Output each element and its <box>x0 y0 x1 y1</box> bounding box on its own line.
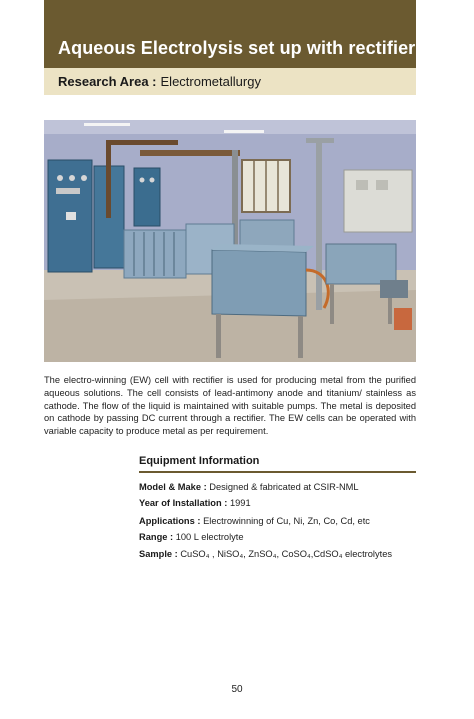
year-value: 1991 <box>229 498 251 508</box>
page-number: 50 <box>231 684 243 695</box>
model-make-value: Designed & fabricated at CSIR-NML <box>209 482 359 492</box>
sample-value: CuSO₄ , NiSO₄, ZnSO₄, CoSO₄,CdSO₄ electrolytes <box>180 549 393 559</box>
range-label: Range : <box>139 532 174 542</box>
range-row <box>139 532 416 542</box>
research-area-label: Research Area : <box>58 74 157 89</box>
description: The electro-winning (EW) cell with rectifier is used for producing metal from the purified aqueous solutions. The cell consists of lead-antimony anode and titanium/ stainless as cathode. The flow of the liquid is maintained with suitable pumps. The metal is deposited on cathode by passing DC current through a rectifier. The EW cells can be operated with variable capacity to produce metal as per requirement. <box>44 375 416 437</box>
year-row <box>139 498 416 508</box>
year-label: Year of Installation : <box>139 498 228 508</box>
sample-label: Sample : <box>139 549 178 559</box>
sample-row <box>139 549 416 559</box>
applications-label: Applications : <box>139 516 201 526</box>
page-title: Aqueous Electrolysis set up with rectifier <box>58 38 416 58</box>
research-area-bar <box>44 68 416 95</box>
applications-row <box>139 516 416 526</box>
applications-value: Electrowinning of Cu, Ni, Zn, Co, Cd, etc <box>203 516 370 526</box>
title-bar <box>44 0 416 68</box>
model-make-label: Model & Make : <box>139 482 207 492</box>
equipment-photo <box>44 120 416 362</box>
model-make-row <box>139 482 416 492</box>
equipment-info-heading: Equipment Information <box>139 455 416 473</box>
research-area-value: Electrometallurgy <box>160 74 261 89</box>
range-value: 100 L electrolyte <box>175 532 244 542</box>
